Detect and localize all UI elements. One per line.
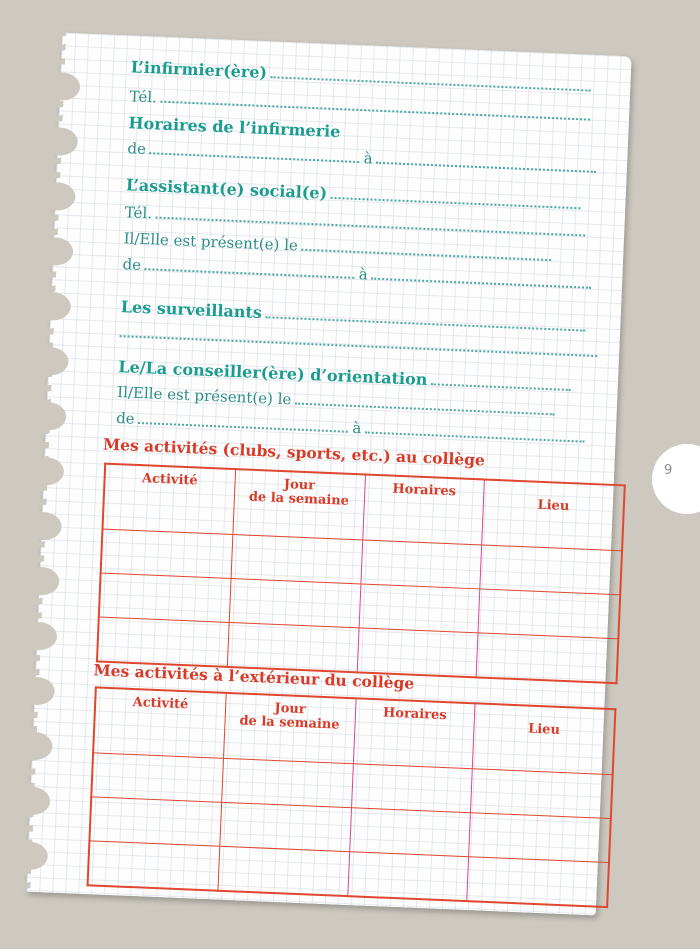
nurse-hours-to-field[interactable] [376, 152, 596, 173]
social-worker-tel-field[interactable] [156, 207, 586, 237]
binder-hole [37, 237, 74, 266]
outside-activities-title: Mes activités à l’extérieur du collège [93, 660, 415, 693]
table-cell[interactable] [231, 535, 363, 584]
nurse-hours-title-row [128, 113, 341, 141]
nurse-hours-from-field[interactable] [150, 142, 360, 163]
nurse-hours-row [127, 139, 597, 177]
social-worker-de-label: de [122, 255, 142, 274]
nurse-tel-field[interactable] [161, 91, 591, 121]
social-worker-to-field[interactable] [372, 268, 592, 289]
table-cell[interactable] [99, 573, 231, 622]
table-cell[interactable] [469, 813, 611, 863]
table-cell[interactable] [227, 622, 359, 672]
binder-hole [32, 346, 69, 375]
supervisors-title: Les surveillants [120, 297, 263, 323]
binder-hole [27, 456, 64, 485]
table-cell[interactable] [471, 769, 613, 819]
table-cell[interactable] [359, 584, 480, 633]
binder-holes [0, 31, 92, 893]
counselor-day-field[interactable] [295, 393, 555, 416]
table-cell[interactable] [97, 617, 229, 667]
nurse-section [127, 57, 611, 168]
table-cell[interactable] [219, 802, 351, 851]
header-horaires: Horaires [353, 698, 475, 768]
table-cell[interactable] [349, 808, 470, 857]
social-worker-from-field[interactable] [145, 258, 355, 279]
social-worker-tel-label: Tél. [124, 203, 153, 223]
header-horaires: Horaires [362, 475, 484, 545]
table-cell[interactable] [357, 628, 478, 677]
counselor-section [115, 357, 599, 438]
school-activities-table [96, 463, 626, 685]
supervisors-field-1[interactable] [266, 306, 586, 331]
header-lieu: Lieu [472, 703, 615, 774]
counselor-a-label: à [352, 418, 362, 438]
binder-hole [30, 401, 67, 430]
nurse-title: L’infirmier(ère) [130, 57, 268, 83]
counselor-de-label: de [115, 409, 136, 428]
social-worker-a-label: à [358, 265, 369, 284]
binder-hole [34, 292, 71, 321]
binder-hole [43, 72, 80, 101]
nurse-tel-label: Tél. [129, 87, 158, 107]
binder-hole [20, 621, 57, 650]
social-worker-present-label: Il/Elle est présent(e) le [123, 229, 299, 255]
page-tab [652, 444, 700, 514]
social-worker-section [122, 175, 606, 284]
table-cell[interactable] [478, 589, 620, 639]
table-cell[interactable] [480, 545, 622, 595]
table-cell[interactable] [351, 764, 472, 813]
nurse-de-label: de [127, 139, 147, 159]
table-cell[interactable] [89, 797, 221, 846]
counselor-to-field[interactable] [365, 421, 585, 442]
table-cell[interactable] [217, 846, 349, 896]
nurse-hours-title: Horaires de l’infirmerie [128, 113, 341, 142]
school-activities-title: Mes activités (clubs, sports, etc.) au collège [102, 434, 486, 470]
table-cell[interactable] [229, 578, 361, 627]
header-jour-line1: Jour [283, 477, 316, 494]
header-jour-line1: Jour [274, 700, 306, 718]
header-activite: Activité [93, 687, 226, 758]
table-cell[interactable] [347, 852, 468, 901]
table-cell[interactable] [88, 841, 220, 891]
binder-hole [23, 566, 60, 595]
header-activite: Activité [102, 464, 235, 535]
notebook-sheet [26, 32, 632, 915]
header-jour [223, 693, 356, 764]
supervisors-section [120, 297, 601, 323]
counselor-present-label: Il/Elle est présent(e) le [116, 383, 292, 409]
header-jour-line2: de la semaine [239, 713, 340, 733]
page-number: 9 [664, 463, 673, 478]
table-cell[interactable] [221, 758, 353, 807]
table-cell[interactable] [467, 857, 609, 907]
social-worker-name-field[interactable] [331, 187, 581, 209]
binder-hole [16, 731, 53, 760]
nurse-name-field[interactable] [271, 66, 591, 91]
counselor-name-field[interactable] [431, 373, 571, 391]
counselor-from-field[interactable] [138, 412, 348, 433]
binder-hole [39, 182, 76, 211]
binder-hole [11, 841, 48, 870]
table-cell[interactable] [101, 529, 233, 578]
header-lieu: Lieu [482, 480, 625, 551]
header-jour [232, 469, 365, 540]
binder-hole [18, 676, 55, 705]
header-jour-line2: de la semaine [248, 489, 350, 509]
binder-hole [41, 127, 78, 156]
social-worker-day-field[interactable] [302, 239, 552, 261]
binder-hole [25, 511, 62, 540]
social-worker-title: L’assistant(e) social(e) [125, 175, 328, 203]
counselor-title: Le/La conseiller(ère) d’orientation [117, 357, 428, 390]
table-cell[interactable] [91, 753, 223, 802]
table-cell[interactable] [476, 633, 618, 683]
nurse-a-label: à [363, 149, 374, 168]
binder-hole [13, 786, 50, 815]
outside-activities-table [87, 686, 617, 908]
table-cell[interactable] [360, 540, 481, 589]
